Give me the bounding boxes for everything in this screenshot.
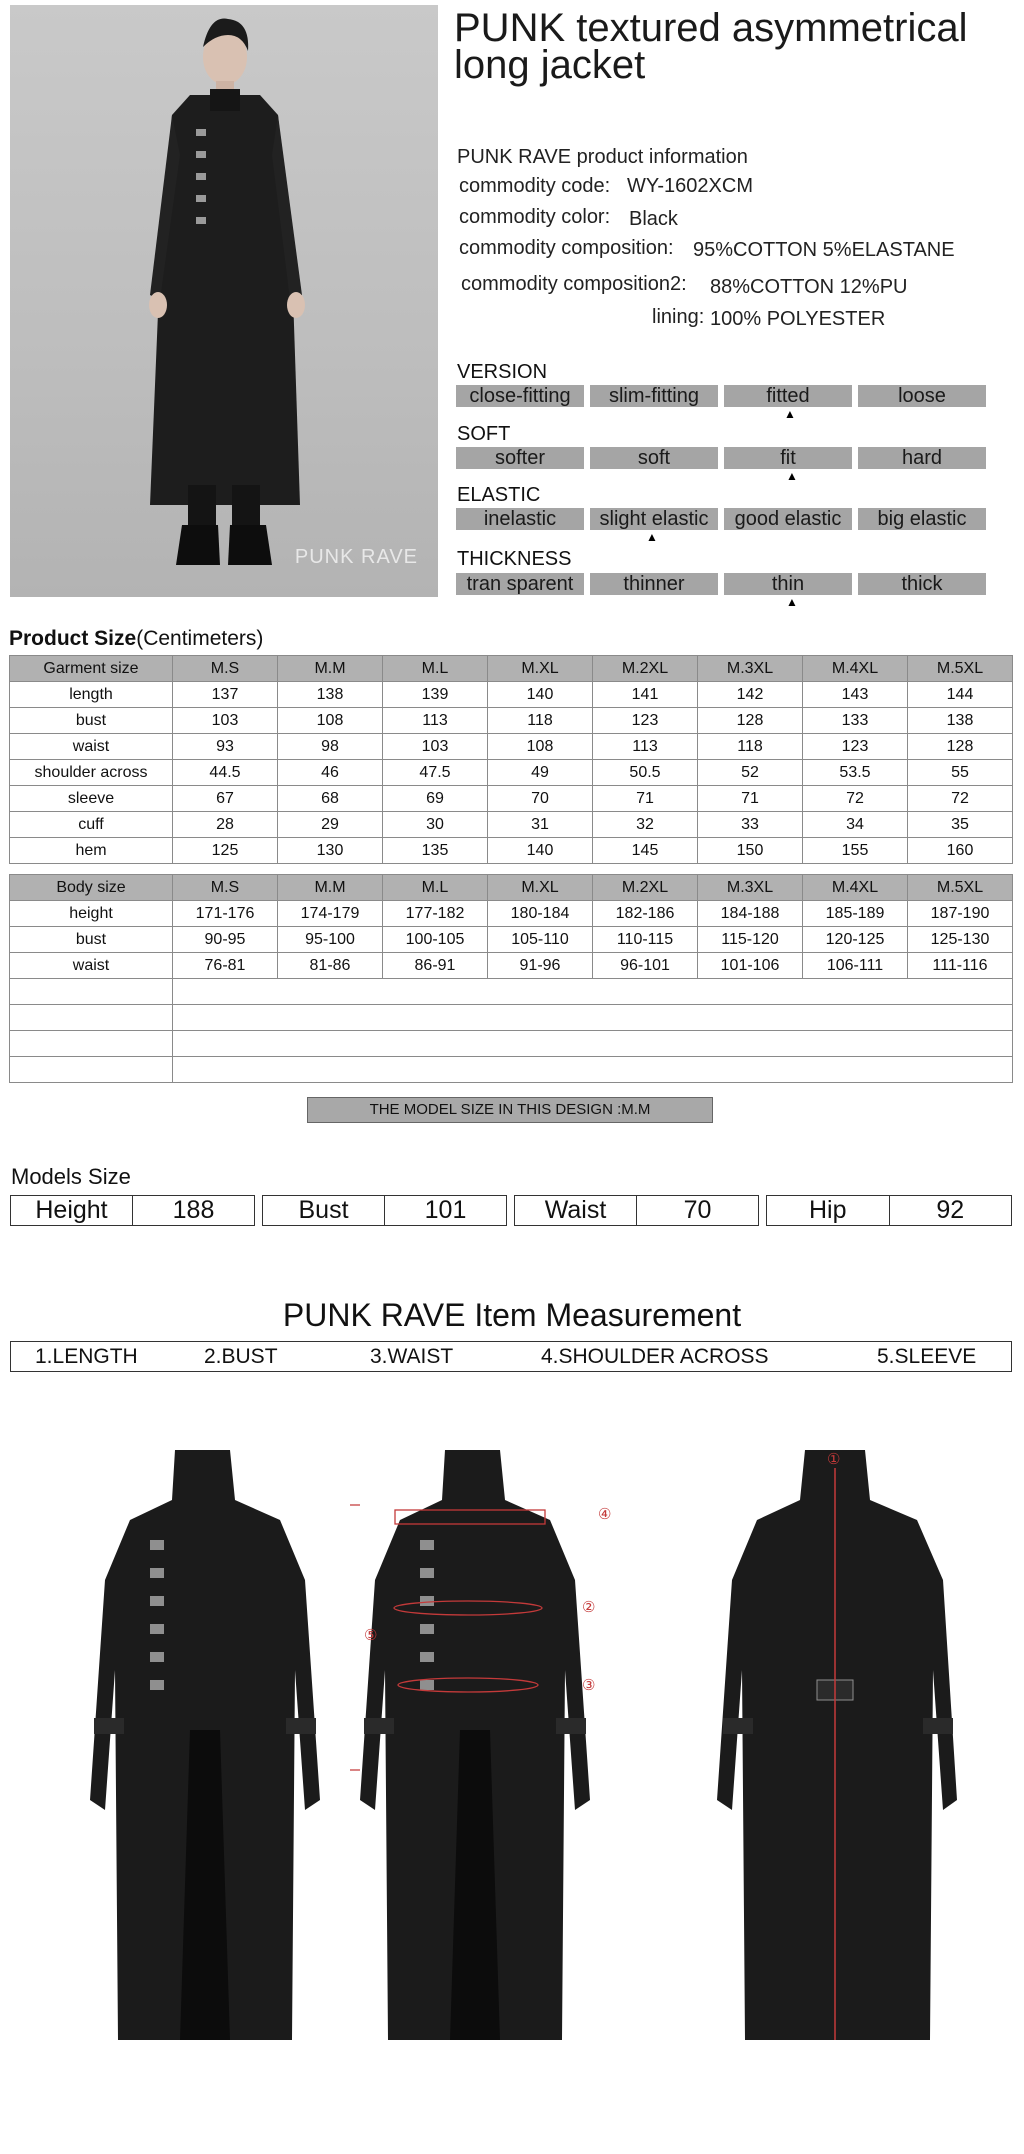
marker-1-icon: ① — [827, 1451, 841, 1468]
scale-option: softer — [456, 447, 584, 469]
table-cell: 52 — [698, 760, 803, 786]
column-header: M.XL — [488, 656, 593, 682]
table-cell: 123 — [803, 734, 908, 760]
table-cell: 125 — [173, 838, 278, 864]
measurement-item: 4.SHOULDER ACROSS — [541, 1345, 769, 1368]
table-cell: 93 — [173, 734, 278, 760]
column-header: M.4XL — [803, 875, 908, 901]
models-size-title: Models Size — [11, 1164, 131, 1189]
info-composition-value: 95%COTTON 5%ELASTANE — [693, 239, 955, 261]
table-cell: 110-115 — [593, 927, 698, 953]
scale-option: fitted — [724, 385, 852, 407]
table-cell: 103 — [173, 708, 278, 734]
table-row — [10, 838, 1013, 864]
model-waist-box — [514, 1195, 759, 1226]
table-cell: 100-105 — [383, 927, 488, 953]
info-heading: PUNK RAVE product information — [457, 146, 748, 168]
table-cell: 118 — [698, 734, 803, 760]
body-size-table — [9, 874, 1013, 1083]
product-title-line-1: PUNK textured asymmetrical — [454, 6, 968, 50]
info-code-value: WY-1602XCM — [627, 175, 753, 197]
table-cell: 50.5 — [593, 760, 698, 786]
empty-cell — [10, 1057, 173, 1083]
info-color-value: Black — [629, 208, 678, 230]
row-label: bust — [10, 708, 173, 734]
product-title-line-2: long jacket — [454, 43, 646, 87]
table-cell: 137 — [173, 682, 278, 708]
product-size-unit: (Centimeters) — [136, 627, 264, 650]
measurement-item: 1.LENGTH — [35, 1345, 138, 1368]
scale-option: big elastic — [858, 508, 986, 530]
table-cell: 177-182 — [383, 901, 488, 927]
table-cell: 141 — [593, 682, 698, 708]
table-cell: 67 — [173, 786, 278, 812]
row-label: cuff — [10, 812, 173, 838]
table-cell: 171-176 — [173, 901, 278, 927]
table-cell: 140 — [488, 682, 593, 708]
row-label: length — [10, 682, 173, 708]
table-cell: 138 — [278, 682, 383, 708]
model-bust-box — [262, 1195, 507, 1226]
table-cell: 144 — [908, 682, 1013, 708]
table-cell: 46 — [278, 760, 383, 786]
table-cell: 28 — [173, 812, 278, 838]
scale-soft-label: SOFT — [457, 423, 511, 445]
table-cell: 120-125 — [803, 927, 908, 953]
table-row-empty — [10, 1031, 1013, 1057]
marker-4-icon: ④ — [598, 1506, 612, 1523]
table-cell: 125-130 — [908, 927, 1013, 953]
model-stat-value: 70 — [636, 1196, 758, 1225]
table-cell: 81-86 — [278, 953, 383, 979]
table-cell: 55 — [908, 760, 1013, 786]
measurement-title: PUNK RAVE Item Measurement — [282, 1297, 742, 1333]
jacket-front-image — [80, 1440, 330, 2050]
product-size-title — [9, 627, 263, 651]
scale-option: inelastic — [456, 508, 584, 530]
scale-option: thick — [858, 573, 986, 595]
marker-3-icon: ③ — [582, 1677, 596, 1694]
info-composition2-label: commodity composition2: — [461, 273, 687, 295]
row-label: waist — [10, 953, 173, 979]
info-lining-value: 100% POLYESTER — [710, 308, 886, 330]
empty-cell — [173, 1031, 1013, 1057]
scale-option: thinner — [590, 573, 718, 595]
table-cell: 31 — [488, 812, 593, 838]
table-cell: 118 — [488, 708, 593, 734]
marker-5-text: ⑤ — [364, 1627, 378, 1644]
table-cell: 29 — [278, 812, 383, 838]
table-cell: 111-116 — [908, 953, 1013, 979]
table-cell: 76-81 — [173, 953, 278, 979]
table-cell: 139 — [383, 682, 488, 708]
column-header: M.S — [173, 875, 278, 901]
scale-version — [456, 385, 986, 407]
table-cell: 70 — [488, 786, 593, 812]
column-header: M.5XL — [908, 875, 1013, 901]
model-hip-box — [766, 1195, 1012, 1226]
scale-option: soft — [590, 447, 718, 469]
table-cell: 71 — [593, 786, 698, 812]
product-size-table — [9, 655, 1013, 864]
selected-marker-icon: ▲ — [784, 407, 796, 421]
table-cell: 142 — [698, 682, 803, 708]
empty-cell — [173, 1005, 1013, 1031]
row-label: hem — [10, 838, 173, 864]
product-size-title-text: Product Size — [9, 627, 137, 650]
table-cell: 135 — [383, 838, 488, 864]
table-cell: 53.5 — [803, 760, 908, 786]
table-row — [10, 786, 1013, 812]
table-row — [10, 812, 1013, 838]
scale-version-label: VERSION — [457, 361, 548, 383]
table-cell: 174-179 — [278, 901, 383, 927]
row-label: waist — [10, 734, 173, 760]
table-cell: 72 — [803, 786, 908, 812]
table-cell: 101-106 — [698, 953, 803, 979]
info-color-label: commodity color: — [459, 206, 611, 228]
table-row — [10, 927, 1013, 953]
model-stat-value: 101 — [384, 1196, 506, 1225]
table-cell: 138 — [908, 708, 1013, 734]
table-cell: 103 — [383, 734, 488, 760]
measurement-item: 5.SLEEVE — [877, 1345, 977, 1368]
table-row-empty — [10, 979, 1013, 1005]
table-row — [10, 734, 1013, 760]
scale-option: fit — [724, 447, 852, 469]
info-composition-label: commodity composition: — [459, 237, 674, 259]
column-header: M.L — [383, 656, 488, 682]
measurement-legend — [10, 1341, 1012, 1372]
watermark-text: PUNK RAVE — [294, 546, 418, 568]
table-cell: 49 — [488, 760, 593, 786]
empty-cell — [173, 979, 1013, 1005]
scale-option: slim-fitting — [590, 385, 718, 407]
scale-option: hard — [858, 447, 986, 469]
table-header-row — [10, 875, 1013, 901]
column-header: M.XL — [488, 875, 593, 901]
table-cell: 68 — [278, 786, 383, 812]
table-row — [10, 708, 1013, 734]
table-cell: 105-110 — [488, 927, 593, 953]
product-photo — [10, 5, 438, 597]
table-cell: 30 — [383, 812, 488, 838]
column-header: M.M — [278, 656, 383, 682]
table-cell: 185-189 — [803, 901, 908, 927]
table-cell: 35 — [908, 812, 1013, 838]
table-cell: 96-101 — [593, 953, 698, 979]
scale-elastic — [456, 508, 986, 530]
table-row — [10, 953, 1013, 979]
table-cell: 44.5 — [173, 760, 278, 786]
table-cell: 155 — [803, 838, 908, 864]
row-label: sleeve — [10, 786, 173, 812]
table-cell: 108 — [488, 734, 593, 760]
scale-thickness-label: THICKNESS — [457, 548, 572, 570]
model-stat-label: Height — [35, 1196, 108, 1224]
table-cell: 143 — [803, 682, 908, 708]
column-header: M.2XL — [593, 656, 698, 682]
table-cell: 47.5 — [383, 760, 488, 786]
scale-soft — [456, 447, 986, 469]
selected-marker-icon: ▲ — [786, 595, 798, 609]
info-code-label: commodity code: — [459, 175, 611, 197]
table-cell: 115-120 — [698, 927, 803, 953]
model-height-box — [10, 1195, 255, 1226]
table-cell: 150 — [698, 838, 803, 864]
table-cell: 98 — [278, 734, 383, 760]
table-cell: 95-100 — [278, 927, 383, 953]
table-cell: 187-190 — [908, 901, 1013, 927]
marker-2-icon: ② — [582, 1599, 596, 1616]
row-label: shoulder across — [10, 760, 173, 786]
table-cell: 91-96 — [488, 953, 593, 979]
table-header-row — [10, 656, 1013, 682]
table-row — [10, 760, 1013, 786]
info-composition2-value: 88%COTTON 12%PU — [710, 276, 908, 298]
table-cell: 69 — [383, 786, 488, 812]
model-size-banner: THE MODEL SIZE IN THIS DESIGN :M.M — [307, 1097, 713, 1123]
scale-thickness — [456, 573, 986, 595]
selected-marker-icon: ▲ — [646, 530, 658, 544]
jacket-back-image — [705, 1440, 965, 2050]
selected-marker-icon: ▲ — [786, 469, 798, 483]
table-cell: 145 — [593, 838, 698, 864]
table-cell: 34 — [803, 812, 908, 838]
info-lining-label: lining: — [652, 306, 705, 328]
table-cell: 160 — [908, 838, 1013, 864]
table-cell: 123 — [593, 708, 698, 734]
model-stat-value: 188 — [132, 1196, 254, 1225]
column-header: M.5XL — [908, 656, 1013, 682]
scale-option: slight elastic — [590, 508, 718, 530]
empty-cell — [10, 1005, 173, 1031]
table-cell: 113 — [593, 734, 698, 760]
table-cell: 133 — [803, 708, 908, 734]
table-cell: 108 — [278, 708, 383, 734]
measurement-item: 3.WAIST — [370, 1345, 454, 1368]
row-label: bust — [10, 927, 173, 953]
scale-option: thin — [724, 573, 852, 595]
table-cell: 128 — [698, 708, 803, 734]
jacket-measured-image — [350, 1440, 650, 2050]
table-cell: 33 — [698, 812, 803, 838]
table-cell: 106-111 — [803, 953, 908, 979]
model-figure — [10, 5, 438, 597]
column-header: M.L — [383, 875, 488, 901]
column-header: M.S — [173, 656, 278, 682]
column-header: M.3XL — [698, 656, 803, 682]
table-cell: 71 — [698, 786, 803, 812]
table-cell: 180-184 — [488, 901, 593, 927]
table-row — [10, 901, 1013, 927]
table-cell: 113 — [383, 708, 488, 734]
table-cell: 90-95 — [173, 927, 278, 953]
scale-option: close-fitting — [456, 385, 584, 407]
column-header: Body size — [10, 875, 173, 901]
empty-cell — [173, 1057, 1013, 1083]
measurement-item: 2.BUST — [204, 1345, 278, 1368]
model-stat-label: Bust — [298, 1196, 349, 1224]
table-row-empty — [10, 1005, 1013, 1031]
table-row — [10, 682, 1013, 708]
empty-cell — [10, 979, 173, 1005]
table-cell: 182-186 — [593, 901, 698, 927]
scale-option: good elastic — [724, 508, 852, 530]
empty-cell — [10, 1031, 173, 1057]
table-cell: 130 — [278, 838, 383, 864]
table-cell: 72 — [908, 786, 1013, 812]
column-header: M.3XL — [698, 875, 803, 901]
table-cell: 86-91 — [383, 953, 488, 979]
column-header: M.M — [278, 875, 383, 901]
marker-5-icon — [360, 1620, 390, 1650]
model-stat-value: 92 — [889, 1196, 1012, 1225]
model-stat-label: Hip — [808, 1196, 847, 1224]
table-cell: 184-188 — [698, 901, 803, 927]
column-header: M.4XL — [803, 656, 908, 682]
row-label: height — [10, 901, 173, 927]
scale-elastic-label: ELASTIC — [457, 484, 541, 506]
column-header: Garment size — [10, 656, 173, 682]
table-cell: 140 — [488, 838, 593, 864]
column-header: M.2XL — [593, 875, 698, 901]
scale-option: loose — [858, 385, 986, 407]
table-cell: 128 — [908, 734, 1013, 760]
table-cell: 32 — [593, 812, 698, 838]
table-row-empty — [10, 1057, 1013, 1083]
model-stat-label: Waist — [544, 1196, 607, 1224]
scale-option: tran sparent — [456, 573, 584, 595]
